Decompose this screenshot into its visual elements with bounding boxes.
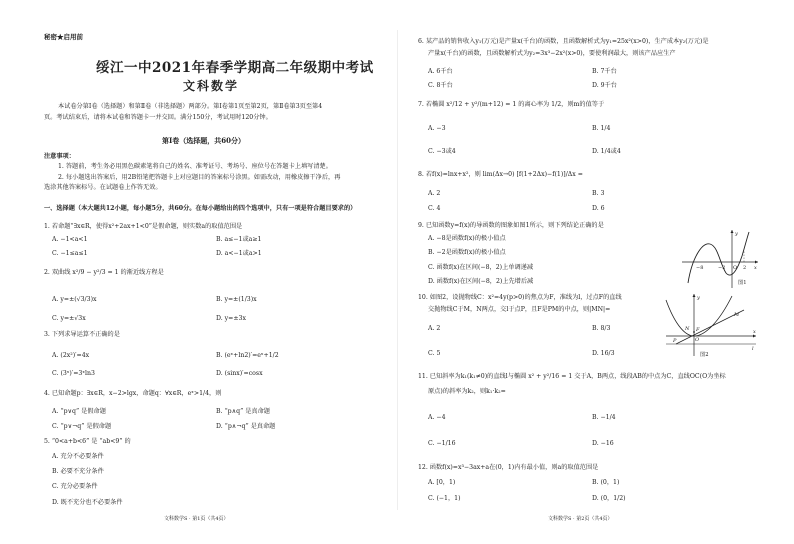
q5-stem: 5. “0<a+b<6” 是 “ab<9” 的	[44, 438, 131, 445]
q12-option-a: A. [0，1)	[428, 479, 456, 486]
q7-option-c: C. −3或4	[428, 148, 456, 155]
q9-option-c: C. 函数f(x)在区间(−8，2)上单调递减	[428, 264, 534, 271]
q11-option-a: A. −4	[428, 414, 446, 421]
q1-option-c: C. −1≤a≤1	[52, 250, 88, 257]
q10-stem-2: 交抛物线C于M，N两点，交l于点P，且F是PM的中点，则|MN|=	[428, 306, 611, 313]
fig2-label-o: O	[695, 337, 700, 343]
page-divider	[397, 30, 398, 510]
fig1-label-x: x	[754, 265, 757, 271]
page-subtitle: 文科数学	[183, 79, 240, 93]
q10-option-d: D. 16/3	[592, 350, 615, 357]
fig1-y-arrow	[731, 230, 734, 233]
q12-option-d: D. (0，1/2)	[592, 495, 626, 502]
q1-option-b: B. a≤−1或a≥1	[216, 236, 262, 243]
figure-2-parabola-graph	[664, 292, 760, 358]
q2-option-c: C. y=±√3x	[52, 315, 86, 322]
fig2-focus-point	[693, 331, 695, 333]
q6-stem-2: 产量x(千台)的函数，且函数解析式为y₂=3x³−2x²(x>0)，要使利润最大，则该产品应生产	[428, 50, 676, 57]
q11-stem-2: 原点)的斜率为k₂，则k₁·k₂=	[428, 388, 506, 395]
q11-option-b: B. −1/4	[592, 414, 616, 421]
q4-option-c: C. “p∨¬q” 是假命题	[52, 423, 112, 430]
page-title: 绥江一中2021年春季学期高二年级期中考试	[96, 60, 374, 76]
q4-stem: 4. 已知命题p：∃x∈R，x−2>lgx，命题q：∀x∈R，eˣ>1/4，则	[44, 390, 222, 397]
notice-heading: 注意事项：	[44, 153, 75, 160]
fig2-label-m: M	[734, 312, 740, 318]
fig2-label-y: y	[697, 295, 700, 301]
q4-option-a: A. “p∨q” 是假命题	[52, 408, 106, 415]
q2-option-b: B. y=±(1/3)x	[216, 296, 257, 303]
fig2-label-x: x	[753, 329, 756, 335]
q11-option-d: D. −16	[592, 440, 614, 447]
fig1-label-neg2: −2	[718, 265, 726, 271]
q1-stem: 1. 若命题“∃x∈R，使得x²+2ax+1<0”是假命题，则实数a的取值范围是	[44, 223, 243, 230]
q3-option-a: A. (2x²)′=4x	[52, 352, 90, 359]
notice-2a: 2. 每小题选出答案后，用2B铅笔把答题卡上对应题目的答案标号涂黑。如需改动，用橡皮擦干净后，再	[58, 174, 341, 181]
q12-stem: 12. 函数f(x)=x³−3ax+a在(0，1)内有最小值，则a的取值范围是	[418, 464, 599, 471]
notice-2b: 选涂其他答案标号。在试题卷上作答无效。	[44, 184, 162, 191]
notice-1: 1. 答题前，考生务必用黑色碳素笔将自己的姓名、准考证号、考场号、座位号在答题卡上填写清楚。	[58, 163, 332, 170]
fig1-curve	[688, 232, 749, 283]
fig2-label-p: P	[673, 338, 677, 344]
fig2-label-n: N	[685, 326, 690, 332]
q3-stem: 3. 下列求导运算不正确的是	[44, 331, 120, 338]
fig2-y-arrow	[693, 294, 696, 297]
part1-heading: 第Ⅰ卷（选择题，共60分）	[162, 136, 246, 145]
q8-option-c: C. 4	[428, 205, 441, 212]
left-footer: 文科数学S · 第1页（共4页）	[164, 516, 229, 522]
q10-stem-1: 10. 如图2，设抛物线C：x²=4y(p>0)的焦点为F，准线为l，过点F的直线	[418, 294, 622, 301]
q4-option-d: D. “p∧¬q” 是真命题	[216, 423, 276, 430]
q12-option-c: C. (−1，1)	[428, 495, 461, 502]
fig2-label-f: F	[696, 327, 700, 333]
fig1-label-y: y	[735, 231, 738, 237]
q11-stem-1: 11. 已知斜率为k₁(k₁≠0)的直线l与椭圆 x² + y²/16 = 1 交于A，B两点，线段AB的中点为C，直线OC(O为坐标	[418, 373, 726, 380]
q5-option-c: C. 充分必要条件	[52, 483, 98, 490]
q1-option-a: A. −1<a<1	[52, 236, 88, 243]
q6-option-d: D. 9千台	[592, 82, 617, 89]
section1-heading: 一、选择题（本大题共12小题，每小题5分，共60分。在每小题给出的四个选项中，只有一项是符合题目要求的）	[44, 205, 357, 212]
q2-stem: 2. 双曲线 x²/9 − y²/3 = 1 的渐近线方程是	[44, 269, 164, 276]
q3-option-c: C. (3ˣ)′=3ˣln3	[52, 370, 95, 377]
q6-option-a: A. 6千台	[428, 68, 453, 75]
q9-stem: 9. 已知函数y=f(x)的导函数的图象如图1所示，则下列结论正确的是	[418, 222, 604, 229]
intro-line-1: 本试卷分第Ⅰ卷（选择题）和第Ⅱ卷（非选择题）两部分。第Ⅰ卷第1页至第2页，第Ⅱ卷第3页至第4	[58, 103, 323, 110]
q11-option-c: C. −1/16	[428, 440, 456, 447]
q6-option-c: C. 8千台	[428, 82, 453, 89]
q10-option-a: A. 2	[428, 325, 441, 332]
q3-option-b: B. (eˣ+ln2)′=eˣ+1/2	[216, 352, 279, 359]
q4-option-b: B. “p∧q” 是真命题	[216, 408, 270, 415]
q5-option-d: D. 既不充分也不必要条件	[52, 499, 123, 506]
figure-2-caption: 图2	[700, 352, 709, 358]
q7-stem: 7. 若椭圆 x²/12 + y²/(m+12) = 1 的离心率为 1/2，则m的值等于	[418, 101, 605, 108]
figure-1-derivative-graph	[680, 228, 760, 290]
q9-option-a: A. −8是函数f(x)的极小值点	[428, 235, 506, 242]
q5-option-a: A. 充分不必要条件	[52, 453, 104, 460]
fig1-x-arrow	[755, 261, 758, 264]
q9-option-b: B. −2是函数f(x)的极小值点	[428, 249, 506, 256]
q10-option-b: B. 8/3	[592, 325, 611, 332]
q2-option-a: A. y=±(√3/3)x	[52, 296, 97, 303]
q7-option-b: B. 1/4	[592, 125, 611, 132]
q2-option-d: D. y=±3x	[216, 315, 246, 322]
q6-option-b: B. 7千台	[592, 68, 617, 75]
secret-label: 秘密★启用前	[44, 33, 83, 41]
q5-option-b: B. 必要不充分条件	[52, 468, 104, 475]
fig1-label-origin: O	[733, 265, 738, 271]
q1-option-d: D. a<−1或a>1	[216, 250, 262, 257]
q12-option-b: B. (0，1)	[592, 479, 620, 486]
fig2-label-l: l	[752, 346, 754, 352]
q8-option-d: D. 6	[592, 205, 605, 212]
q7-option-a: A. −3	[428, 125, 446, 132]
fig1-label-neg8: −8	[696, 265, 704, 271]
q6-stem-1: 6. 某产品的销售收入y₁(万元)是产量x(千台)的函数，且函数解析式为y₁=25x²(x>0)，生产成本y₂(万元)是	[418, 38, 709, 45]
q8-option-b: B. 3	[592, 190, 605, 197]
q9-option-d: D. 函数f(x)在区间(−8，2)上先增后减	[428, 278, 534, 285]
figure-1-caption: 图1	[738, 280, 747, 286]
q10-option-c: C. 5	[428, 350, 441, 357]
fig1-label-2: 2	[743, 265, 747, 271]
q8-option-a: A. 2	[428, 190, 441, 197]
intro-line-2: 页。考试结束后，请将本试卷和答题卡一并交回。满分150分，考试用时120分钟。	[44, 114, 272, 121]
q3-option-d: D. (sinx)′=cosx	[216, 370, 263, 377]
right-footer: 文科数学S · 第2页（共4页）	[548, 516, 613, 522]
q7-option-d: D. 1/4或4	[592, 148, 621, 155]
q8-stem: 8. 若f(x)=lnx+x²，则 lim(Δx→0) [f(1+2Δx)−f(1)]/Δx =	[418, 171, 583, 178]
